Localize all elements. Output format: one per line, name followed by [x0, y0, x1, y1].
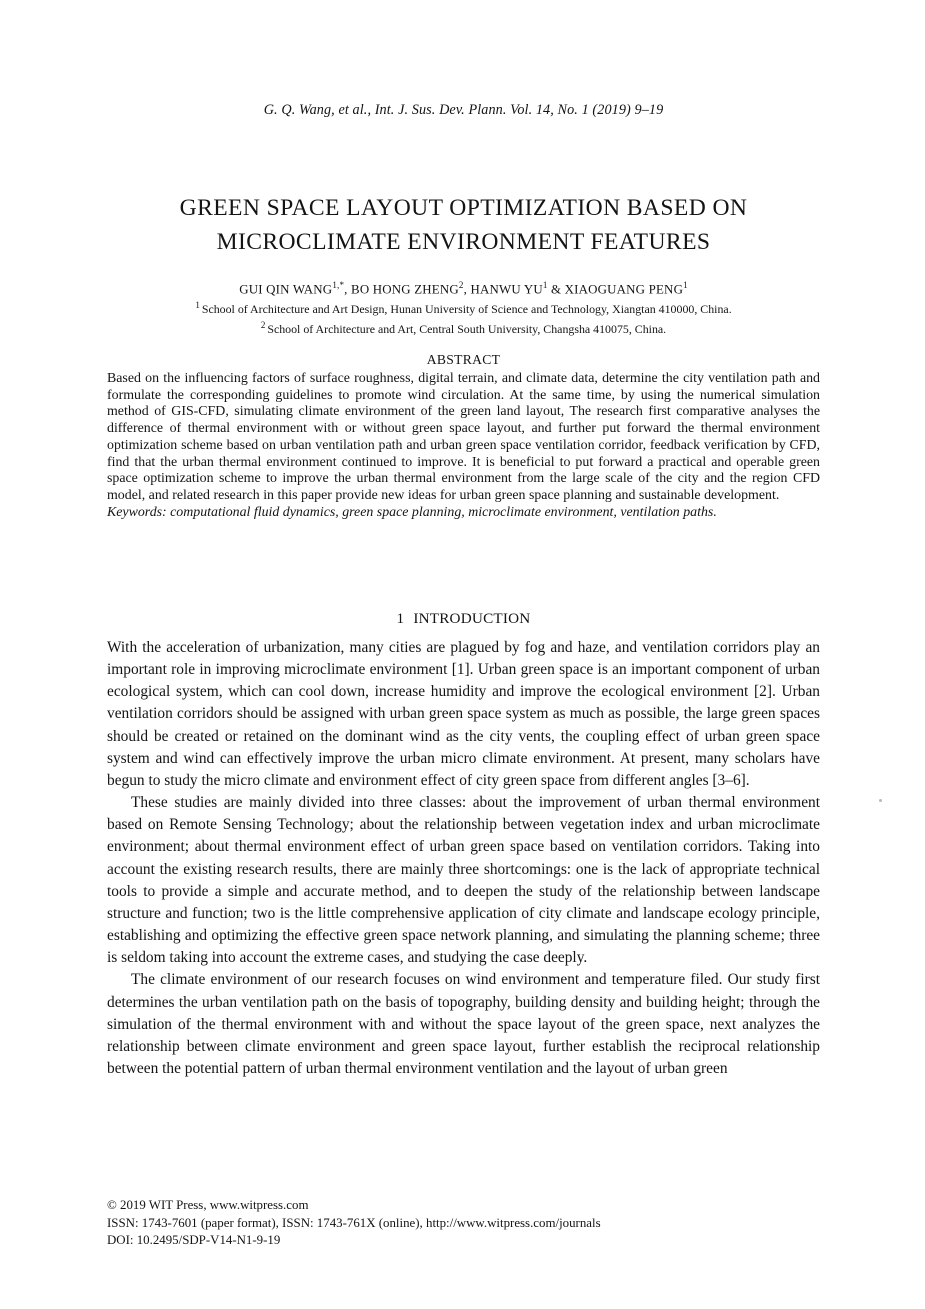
publisher-footer [107, 1197, 820, 1250]
introduction-section [107, 610, 820, 1080]
author-affiliation-mark: 1 [542, 280, 548, 290]
affiliation-text: School of Architecture and Art Design, Hunan University of Science and Technology, Xiangtan 410000, China. [201, 301, 732, 316]
doi-line: DOI: 10.2495/SDP-V14-N1-9-19 [107, 1233, 281, 1248]
author-name: HANWU YU [470, 282, 543, 297]
affiliation-mark: 1 [195, 300, 200, 310]
abstract-body: Based on the influencing factors of surface roughness, digital terrain, and climate data, determine the city ventilation path and formulate the corresponding guidelines to promote wind circulation. At the same time, by using the numerical simulation method of GIS-CFD, simulating climate environment of the green land layout, The research first comparative analyses the difference of thermal environment with or without green space layout, and further put forward the thermal environment optimization scheme based on urban ventilation path and urban green space ventilation corridor, feedback verification by CFD, find that the urban thermal environment continued to improve. It is beneficial to put forward a practical and operable green space optimization scheme to improve the urban thermal environment from the large scale of the city and the region CFD model, and related research in this paper provide new ideas for urban green space planning and sustainable development. [107, 371, 820, 503]
introduction-heading [107, 610, 820, 628]
author-affiliation-mark: 1,* [332, 280, 345, 290]
introduction-paragraph-3: The climate environment of our research focuses on wind environment and temperature filed. Our study first determines the urban ventilation path on the basis of topography, building density and building height; through the simulation of the thermal environment with and without the space layout of the green space, next analyzes the relationship between climate environment and green space layout, further establish the reciprocal relationship between the potential pattern of urban thermal environment ventilation and the layout of urban green [107, 971, 820, 1077]
affiliations [107, 297, 820, 338]
section-number: 1 [396, 610, 405, 627]
affiliation-1 [107, 297, 820, 317]
paper-title [107, 191, 820, 259]
author-line: GUI QIN $WANG^{1,*}$, BO HONG ZHENG$^2$, HANWU $YU^1$ & XIAOGUANG PENG$^1$ [239, 280, 688, 297]
affiliation-text: School of Architecture and Art, Central South University, Changsha 410075, China. [267, 322, 667, 337]
author-affiliation-mark: 2 [458, 280, 464, 290]
affiliation-2 [107, 317, 820, 337]
abstract-heading: ABSTRACT [426, 352, 501, 367]
copyright-line: © 2019 WIT Press, www.witpress.com [107, 1198, 309, 1212]
scan-artifact [879, 799, 882, 802]
author-name: BO HONG ZHENG [351, 282, 459, 297]
introduction-paragraph-2: These studies are mainly divided into three classes: about the improvement of urban thermal environment based on Remote Sensing Technology; about the relationship between vegetation index and urban microclimate environment; about thermal environment effect of urban green space based on ventilation corridors. Taking into account the existing research results, there are mainly three shortcomings: one is the lack of appropriate technical tools to provide a simple and accurate method, and to deepen the study of the relationship between landscape structure and function; two is the little comprehensive application of city climate and landscape ecology principle, establishing and optimizing the effective green space network planning, and simulating the planning scheme; three is seldom taking into account the extreme cases, and studying the case deeply. [107, 794, 820, 967]
author-affiliation-mark: 1 [683, 280, 688, 290]
author-name: XIAOGUANG PENG [564, 282, 684, 297]
affiliation-mark: 2 [260, 320, 266, 331]
author-name: GUI QIN WANG [239, 282, 333, 297]
paper-title-line-2: MICROCLIMATE ENVIRONMENT FEATURES [216, 229, 711, 255]
abstract-keywords: Keywords: computational fluid dynamics, green space planning, microclimate environment, ventilation paths. [107, 504, 717, 520]
abstract-section [107, 352, 820, 521]
introduction-paragraph-1: With the acceleration of urbanization, many cities are plagued by fog and haze, and ventilation corridors play an important role in improving microclimate environment [1]. Urban green space is an important component of urban ecological system, which can cool down, increase humidity and improve the ecological environment [2]. Urban ventilation corridors should be assigned with urban green space system as much as possible, the large green spaces should be created or retained on the dominant wind as the city vents, the coupling effect of urban green space system and wind can effectively improve the urban micro climate environment. At present, many scholars have begun to study the micro climate and environment effect of city green space from different angles [3–6]. [107, 639, 820, 789]
paper-title-line-1: GREEN SPACE LAYOUT OPTIMIZATION BASED ON [179, 195, 748, 221]
section-title: INTRODUCTION [413, 610, 531, 627]
running-head: G. Q. Wang, et al., Int. J. Sus. Dev. Plann. Vol. 14, No. 1 (2019) 9–19 [263, 102, 664, 118]
issn-line: ISSN: 1743-7601 (paper format), ISSN: 1743-761X (online), http://www.witpress.com/journals [107, 1215, 601, 1230]
